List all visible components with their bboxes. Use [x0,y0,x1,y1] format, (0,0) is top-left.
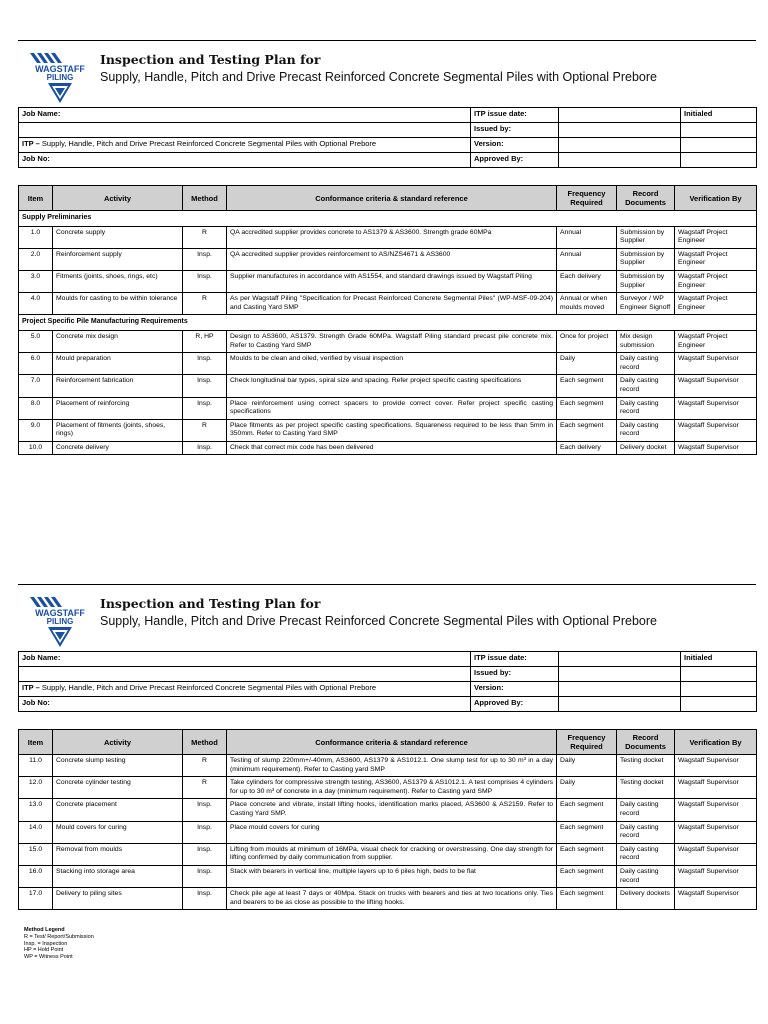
record-cell: Daily casting record [617,821,675,843]
frequency-cell: Each segment [557,375,617,397]
table-row [19,397,757,419]
table-row [19,330,757,352]
itp-page-1 [18,40,756,455]
verification-cell: Wagstaff Project Engineer [675,270,757,292]
col-record: Record Documents [617,186,675,211]
verification-cell: Wagstaff Supervisor [675,799,757,821]
section-title: Project Specific Pile Manufacturing Requirements [19,315,757,331]
activity-cell: Concrete mix design [53,330,183,352]
version-value[interactable] [559,682,681,697]
method-cell: R [183,419,227,441]
criteria-cell: Supplier manufactures in accordance with AS1554, and standard drawings issued by Wagstaff Piling [227,270,557,292]
job-no-label: Job No: [19,697,471,712]
frequency-cell: Each segment [557,799,617,821]
item-cell: 7.0 [19,375,53,397]
item-cell: 14.0 [19,821,53,843]
activity-cell: Mould covers for curing [53,821,183,843]
version-value[interactable] [559,138,681,153]
item-cell: 13.0 [19,799,53,821]
verification-cell: Wagstaff Supervisor [675,888,757,910]
criteria-cell: Place concrete and vibrate, install lifting hooks, identification marks placed, AS3600 & AS2159. Refer to Casting Yard SMP. [227,799,557,821]
frequency-cell: Annual or when moulds moved [557,293,617,315]
itp-label: ITP – [22,139,40,148]
col-verification: Verification By [675,186,757,211]
col-activity: Activity [53,186,183,211]
initialed-label: Initialed [681,108,757,123]
initialed-label: Initialed [681,652,757,667]
criteria-cell: Place reinforcement using correct spacers to provide correct cover. Refer project specific casting specifications [227,397,557,419]
col-frequency: Frequency Required [557,186,617,211]
itp-description [19,138,471,153]
col-item: Item [19,186,53,211]
method-cell: Insp. [183,843,227,865]
method-cell: R [183,777,227,799]
record-cell: Submission by Supplier [617,270,675,292]
initialed-value[interactable] [681,123,757,138]
col-item: Item [19,730,53,755]
document-subtitle: Supply, Handle, Pitch and Drive Precast Reinforced Concrete Segmental Piles with Optional Prebore [100,70,657,84]
itp-label: ITP – [22,683,40,692]
svg-text:WAGSTAFF: WAGSTAFF [35,608,85,618]
table-row [19,777,757,799]
record-cell: Submission by Supplier [617,248,675,270]
section-title: Supply Preliminaries [19,211,757,227]
verification-cell: Wagstaff Supervisor [675,375,757,397]
approved-by-label: Approved By: [471,697,559,712]
method-cell: R [183,293,227,315]
table-row [19,888,757,910]
criteria-cell: QA accredited supplier provides reinforcement to AS/NZS4671 & AS3600 [227,248,557,270]
svg-text:PILING: PILING [46,73,74,82]
approved-by-value[interactable] [559,697,681,712]
frequency-cell: Annual [557,226,617,248]
item-cell: 6.0 [19,353,53,375]
item-cell: 4.0 [19,293,53,315]
table-row [19,293,757,315]
activity-cell: Concrete slump testing [53,755,183,777]
criteria-cell: Design to AS3600, AS1379. Strength Grade 60MPa. Wagstaff Piling standard precast pile concrete mix. Refer to Casting Yard SMP [227,330,557,352]
itp-issue-date-label: ITP issue date: [471,108,559,123]
approved-by-value[interactable] [559,153,681,168]
activity-cell: Removal from moulds [53,843,183,865]
criteria-cell: QA accredited supplier provides concrete to AS1379 & AS3600. Strength grade 60MPa [227,226,557,248]
col-verification: Verification By [675,730,757,755]
activity-cell: Reinforcement fabrication [53,375,183,397]
activity-cell: Concrete delivery [53,441,183,455]
document-subtitle: Supply, Handle, Pitch and Drive Precast Reinforced Concrete Segmental Piles with Optional Prebore [100,614,657,628]
activity-cell: Concrete cylinder testing [53,777,183,799]
frequency-cell: Each segment [557,821,617,843]
issued-by-label: Issued by: [471,123,559,138]
wagstaff-logo [24,593,96,649]
activity-cell: Placement of reinforcing [53,397,183,419]
version-label: Version: [471,682,559,697]
verification-cell: Wagstaff Project Engineer [675,248,757,270]
criteria-cell: Take cylinders for compressive strength testing, AS3600, AS1379 & AS1012.1. A test comprises 4 cylinders for up to 30 m³ of concrete in a day (minimum requirement). Refer to Casting yard SMP [227,777,557,799]
verification-cell: Wagstaff Project Engineer [675,330,757,352]
issued-by-value[interactable] [559,123,681,138]
document-title: Inspection and Testing Plan for [100,596,321,611]
method-cell: Insp. [183,353,227,375]
initialed-value[interactable] [681,697,757,712]
frequency-cell: Each delivery [557,441,617,455]
method-cell: Insp. [183,441,227,455]
table-header-row [19,730,757,755]
record-cell: Daily casting record [617,397,675,419]
criteria-cell: Moulds to be clean and oiled, verified by visual inspection [227,353,557,375]
verification-cell: Wagstaff Supervisor [675,353,757,375]
record-cell: Daily casting record [617,799,675,821]
item-cell: 11.0 [19,755,53,777]
initialed-value[interactable] [681,153,757,168]
verification-cell: Wagstaff Supervisor [675,755,757,777]
issued-by-label: Issued by: [471,667,559,682]
method-cell: Insp. [183,865,227,887]
criteria-cell: Check longitudinal bar types, spiral size and spacing. Refer project specific casting specifications [227,375,557,397]
method-cell: R [183,755,227,777]
itp-text: Supply, Handle, Pitch and Drive Precast Reinforced Concrete Segmental Piles with Optional Prebore [41,683,377,692]
verification-cell: Wagstaff Supervisor [675,821,757,843]
verification-cell: Wagstaff Supervisor [675,843,757,865]
col-frequency: Frequency Required [557,730,617,755]
job-name-label: Job Name: [19,652,471,667]
method-legend [18,927,756,960]
record-cell: Daily casting record [617,375,675,397]
frequency-cell: Each segment [557,865,617,887]
frequency-cell: Each segment [557,843,617,865]
col-activity: Activity [53,730,183,755]
verification-cell: Wagstaff Supervisor [675,441,757,455]
itp-issue-date-value[interactable] [559,652,681,667]
itp-issue-date-value[interactable] [559,108,681,123]
table-row [19,843,757,865]
version-label: Version: [471,138,559,153]
section-header-row [19,315,757,331]
issued-by-value[interactable] [559,667,681,682]
itp-issue-date-label: ITP issue date: [471,652,559,667]
initialed-value[interactable] [681,682,757,697]
record-cell: Daily casting record [617,419,675,441]
method-cell: Insp. [183,799,227,821]
frequency-cell: Each segment [557,397,617,419]
job-info-table [18,651,757,712]
record-cell: Testing docket [617,777,675,799]
frequency-cell: Each segment [557,888,617,910]
activity-cell: Fitments (joints, shoes, rings, etc) [53,270,183,292]
criteria-cell: As per Wagstaff Piling "Specification for Precast Reinforced Concrete Segmental Piles" (WP-MSF-09-204) and Casting Yard SMP [227,293,557,315]
initialed-value[interactable] [681,667,757,682]
document-header [18,40,756,107]
legend-line: R = Test/ Report/Submission [24,933,94,940]
table-row [19,226,757,248]
frequency-cell: Once for project [557,330,617,352]
method-cell: R, HP [183,330,227,352]
criteria-cell: Stack with bearers in vertical line, multiple layers up to 6 piles high, beds to be flat [227,865,557,887]
criteria-cell: Place mould covers for curing [227,821,557,843]
legend-title: Method Legend [24,927,65,934]
table-row [19,248,757,270]
record-cell: Mix design submission [617,330,675,352]
table-row [19,799,757,821]
document-title: Inspection and Testing Plan for [100,52,321,67]
activity-cell: Concrete supply [53,226,183,248]
criteria-cell: Lifting from moulds at minimum of 16MPa, visual check for cracking or overstressing. One day strength for lifting confirmed by daily communication from supplier. [227,843,557,865]
wagstaff-logo [24,49,96,105]
table-row [19,419,757,441]
activity-cell: Mould preparation [53,353,183,375]
frequency-cell: Each segment [557,419,617,441]
table-row [19,755,757,777]
record-cell: Delivery dockets [617,888,675,910]
initialed-value[interactable] [681,138,757,153]
job-name-label: Job Name: [19,108,471,123]
itp-table-1 [18,185,757,455]
frequency-cell: Daily [557,755,617,777]
method-cell: Insp. [183,888,227,910]
item-cell: 3.0 [19,270,53,292]
record-cell: Delivery docket [617,441,675,455]
item-cell: 5.0 [19,330,53,352]
legend-line: Insp. = Inspection [24,940,68,947]
col-method: Method [183,730,227,755]
job-info-table [18,107,757,168]
activity-cell: Delivery to piling sites [53,888,183,910]
document-header [18,584,756,651]
table-row [19,821,757,843]
frequency-cell: Daily [557,777,617,799]
record-cell: Submission by Supplier [617,226,675,248]
title-block [100,52,657,86]
itp-description [19,682,471,697]
criteria-cell: Check pile age at least 7 days or 40Mpa. Stack on trucks with bearers and ties at two locations only. Ties and bearers to be as close as possible to the lifting hooks. [227,888,557,910]
item-cell: 1.0 [19,226,53,248]
svg-text:PILING: PILING [46,617,74,626]
svg-text:WAGSTAFF: WAGSTAFF [35,64,85,74]
item-cell: 2.0 [19,248,53,270]
item-cell: 12.0 [19,777,53,799]
legend-line: WP = Witness Point [24,953,73,960]
item-cell: 16.0 [19,865,53,887]
method-cell: Insp. [183,270,227,292]
record-cell: Daily casting record [617,843,675,865]
approved-by-label: Approved By: [471,153,559,168]
col-criteria: Conformance criteria & standard reference [227,730,557,755]
table-row [19,270,757,292]
criteria-cell: Place fitments as per project specific casting specifications. Squareness required to be less than 5mm in 350mm. Refer to Casting Yard SMP [227,419,557,441]
method-cell: Insp. [183,397,227,419]
activity-cell: Reinforcement supply [53,248,183,270]
legend-line: HP = Hold Point [24,947,64,954]
item-cell: 9.0 [19,419,53,441]
table-row [19,375,757,397]
activity-cell: Placement of fitments (joints, shoes, rings) [53,419,183,441]
record-cell: Surveyor / WP Engineer Signoff [617,293,675,315]
frequency-cell: Annual [557,248,617,270]
activity-cell: Stacking into storage area [53,865,183,887]
verification-cell: Wagstaff Supervisor [675,865,757,887]
item-cell: 10.0 [19,441,53,455]
method-cell: Insp. [183,248,227,270]
table-row [19,441,757,455]
itp-text: Supply, Handle, Pitch and Drive Precast Reinforced Concrete Segmental Piles with Optional Prebore [41,139,377,148]
section-header-row [19,211,757,227]
record-cell: Daily casting record [617,353,675,375]
table-header-row [19,186,757,211]
col-method: Method [183,186,227,211]
method-cell: Insp. [183,821,227,843]
verification-cell: Wagstaff Project Engineer [675,293,757,315]
method-cell: R [183,226,227,248]
criteria-cell: Check that correct mix code has been delivered [227,441,557,455]
item-cell: 17.0 [19,888,53,910]
activity-cell: Concrete placement [53,799,183,821]
frequency-cell: Each delivery [557,270,617,292]
table-row [19,865,757,887]
col-criteria: Conformance criteria & standard reference [227,186,557,211]
item-cell: 15.0 [19,843,53,865]
record-cell: Testing docket [617,755,675,777]
col-record: Record Documents [617,730,675,755]
job-name-value[interactable] [19,123,471,138]
record-cell: Daily casting record [617,865,675,887]
title-block [100,596,657,630]
job-name-value[interactable] [19,667,471,682]
itp-page-2 [18,584,756,960]
job-no-label: Job No: [19,153,471,168]
verification-cell: Wagstaff Supervisor [675,777,757,799]
item-cell: 8.0 [19,397,53,419]
verification-cell: Wagstaff Project Engineer [675,226,757,248]
table-row [19,353,757,375]
criteria-cell: Testing of slump 220mm+/-40mm, AS3600, AS1379 & AS1012.1. One slump test for up to 30 m³ in a day (minimum requirement). Refer to Casting yard SMP [227,755,557,777]
verification-cell: Wagstaff Supervisor [675,419,757,441]
itp-table-2 [18,729,757,910]
verification-cell: Wagstaff Supervisor [675,397,757,419]
frequency-cell: Daily [557,353,617,375]
method-cell: Insp. [183,375,227,397]
activity-cell: Moulds for casting to be within tolerance [53,293,183,315]
